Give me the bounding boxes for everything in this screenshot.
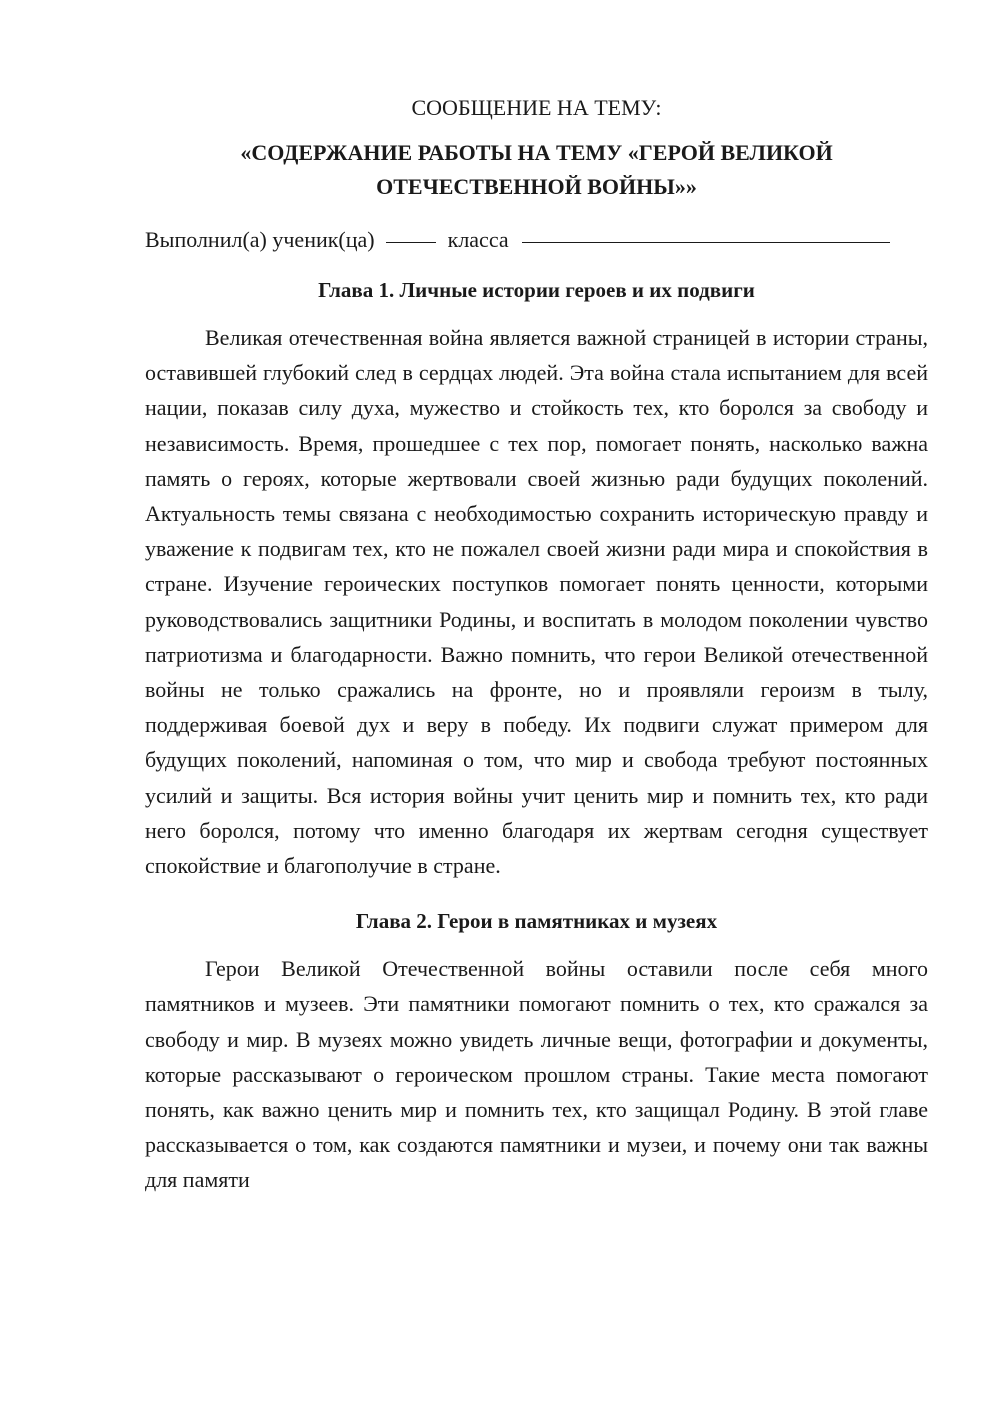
class-label: класса (447, 227, 509, 252)
chapter-2-heading: Глава 2. Герои в памятниках и музеях (355, 909, 718, 934)
document-title (145, 136, 928, 204)
author-label: Выполнил(а) ученик(ца) (145, 227, 375, 252)
author-line (145, 224, 928, 256)
class-number-blank (386, 241, 436, 243)
document-title-line-1: «СОДЕРЖАНИЕ РАБОТЫ НА ТЕМУ «ГЕРОЙ ВЕЛИКОЙ (240, 140, 833, 165)
chapter-1-paragraph: Великая отечественная война является важной страницей в истории страны, оставившей глубокий след в сердцах людей. Эта война стала испытанием для всей нации, показав силу духа, мужество и стойкость тех, кто боролся за свободу и независимость. Время, прошедшее с тех пор, помогает понять, насколько важна память о героях, которые жертвовали своей жизнью ради будущих поколений. Актуальность темы связана с необходимостью сохранить историческую правду и уважение к подвигам тех, кто не пожалел своей жизни ради мира и спокойствия в стране. Изучение героических поступков помогает понять ценности, которыми руководствовались защитники Родины, и воспитать в молодом поколении чувство патриотизма и благодарности. Важно помнить, что герои Великой отечественной войны не только сражались на фронте, но и проявляли героизм в тылу, поддерживая боевой дух и веру в победу. Их подвиги служат примером для будущих поколений, напоминая о том, что мир и свобода требуют постоянных усилий и защиты. Вся история войны учит ценить мир и помнить тех, кто ради него боролся, потому что именно благодаря их жертвам сегодня существует спокойствие и благополучие в стране. (145, 325, 928, 879)
chapter-1-heading: Глава 1. Личные истории героев и их подвиги (318, 278, 755, 302)
document-page (145, 92, 928, 1198)
document-title-line-2: ОТЕЧЕСТВЕННОЙ ВОЙНЫ»» (376, 174, 697, 199)
document-type-line: СООБЩЕНИЕ НА ТЕМУ: (411, 95, 662, 120)
student-name-blank (522, 241, 890, 243)
chapter-2-paragraph: Герои Великой Отечественной войны оставили после себя много памятников и музеев. Эти памятники помогают помнить о тех, кто сражался за свободу и мир. В музеях можно увидеть личные вещи, фотографии и документы, которые рассказывают о героическом прошлом страны. Такие места помогают понять, как важно ценить мир и помнить тех, кто защищал Родину. В этой главе рассказывается о том, как создаются памятники и музеи, и почему они так важны для памяти (145, 956, 928, 1193)
